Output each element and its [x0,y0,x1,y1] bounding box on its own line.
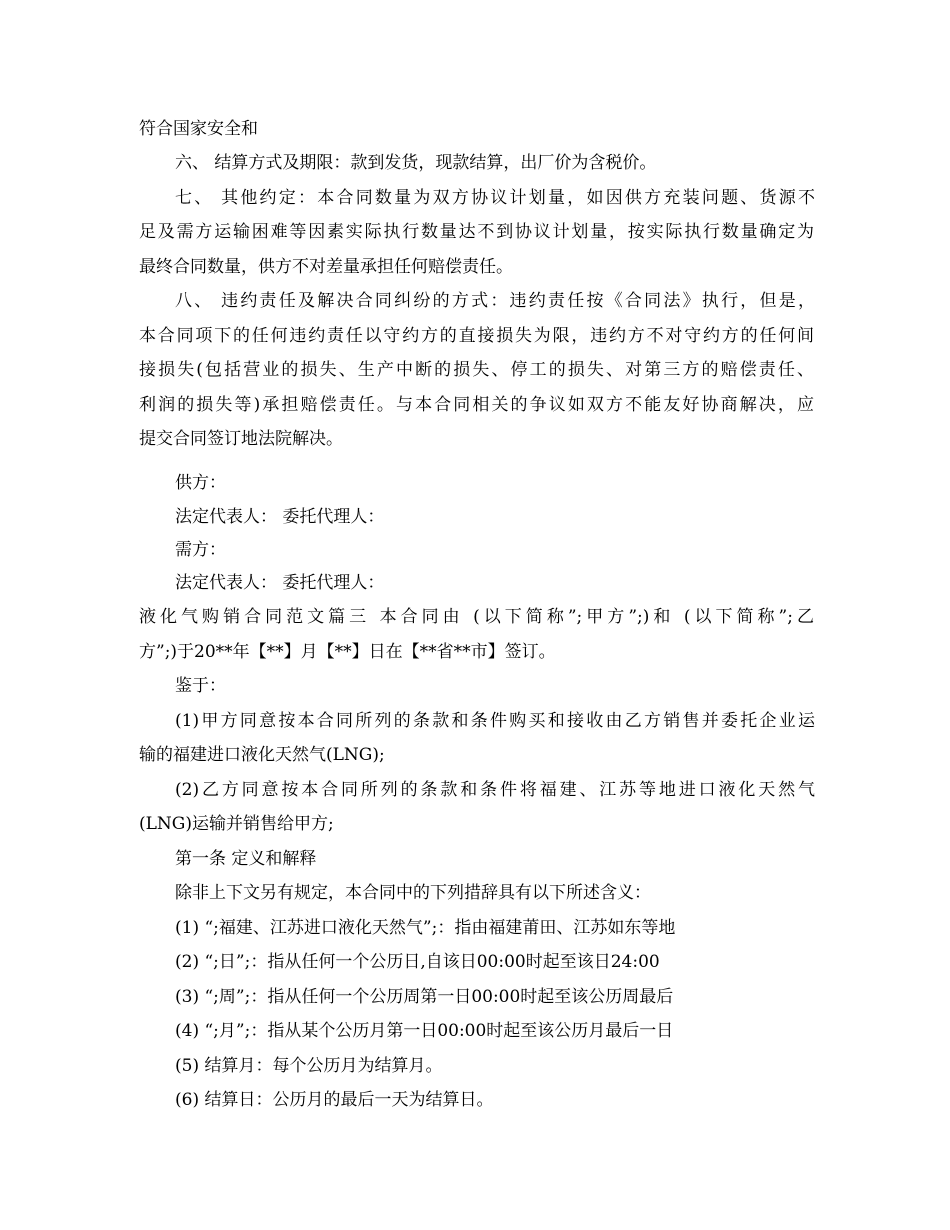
text-line: 需方： [175,540,226,560]
text-line: 第一条 定义和解释 [175,849,317,869]
text-line: (2)乙方同意按本合同所列的条款和条件将福建、江苏等地进口液化天然气 [175,780,815,800]
text-line: (LNG)运输并销售给甲方; [139,814,334,834]
text-line: 方”;)于20**年【**】月【**】日在【**省**市】签订。 [139,642,556,662]
text-line: (6) 结算日：公历月的最后一天为结算日。 [175,1090,494,1110]
text-line: 输的福建进口液化天然气(LNG); [139,745,385,765]
text-line: 八、 违约责任及解决合同纠纷的方式：违约责任按《合同法》执行，但是， [175,291,815,311]
text-line: 七、 其他约定：本合同数量为双方协议计划量，如因供方充装问题、货源不 [175,188,815,208]
text-line: (2) “;日”;：指从任何一个公历日,自该日00:00时起至该日24:00 [175,952,660,972]
text-line: 鉴于： [175,676,226,696]
text-line: 法定代表人： 委托代理人： [175,573,385,593]
text-line: (1) “;福建、江苏进口液化天然气”;：指由福建莆田、江苏如东等地 [175,918,676,938]
text-line: 最终合同数量，供方不对差量承担任何赔偿责任。 [139,257,513,277]
text-line: 符合国家安全和 [139,119,258,139]
text-line: (1)甲方同意按本合同所列的条款和条件购买和接收由乙方销售并委托企业运 [175,711,815,731]
text-line: (3) “;周”;：指从任何一个公历周第一日00:00时起至该公历周最后 [175,987,674,1007]
text-line: 供方： [175,473,226,493]
text-line: 本合同项下的任何违约责任以守约方的直接损失为限，违约方不对守约方的任何间 [139,326,814,346]
text-line: 利润的损失等)承担赔偿责任。与本合同相关的争议如双方不能友好协商解决，应 [139,395,814,415]
text-line: 除非上下文另有规定，本合同中的下列措辞具有以下所述含义： [175,883,651,903]
text-line: (5) 结算月：每个公历月为结算月。 [175,1056,443,1076]
text-line: (4) “;月”;：指从某个公历月第一日00:00时起至该公历月最后一日 [175,1021,674,1041]
text-line: 接损失(包括营业的损失、生产中断的损失、停工的损失、对第三方的赔偿责任、 [139,360,814,380]
text-line: 提交合同签订地法院解决。 [139,429,343,449]
text-line: 液化气购销合同范文篇三 本合同由 (以下简称”;甲方”;)和 (以下简称”;乙 [139,607,814,627]
text-line: 法定代表人： 委托代理人： [175,507,385,527]
text-line: 足及需方运输困难等因素实际执行数量达不到协议计划量，按实际执行数量确定为 [139,222,814,242]
text-line: 六、 结算方式及期限：款到发货，现款结算，出厂价为含税价。 [175,153,657,173]
